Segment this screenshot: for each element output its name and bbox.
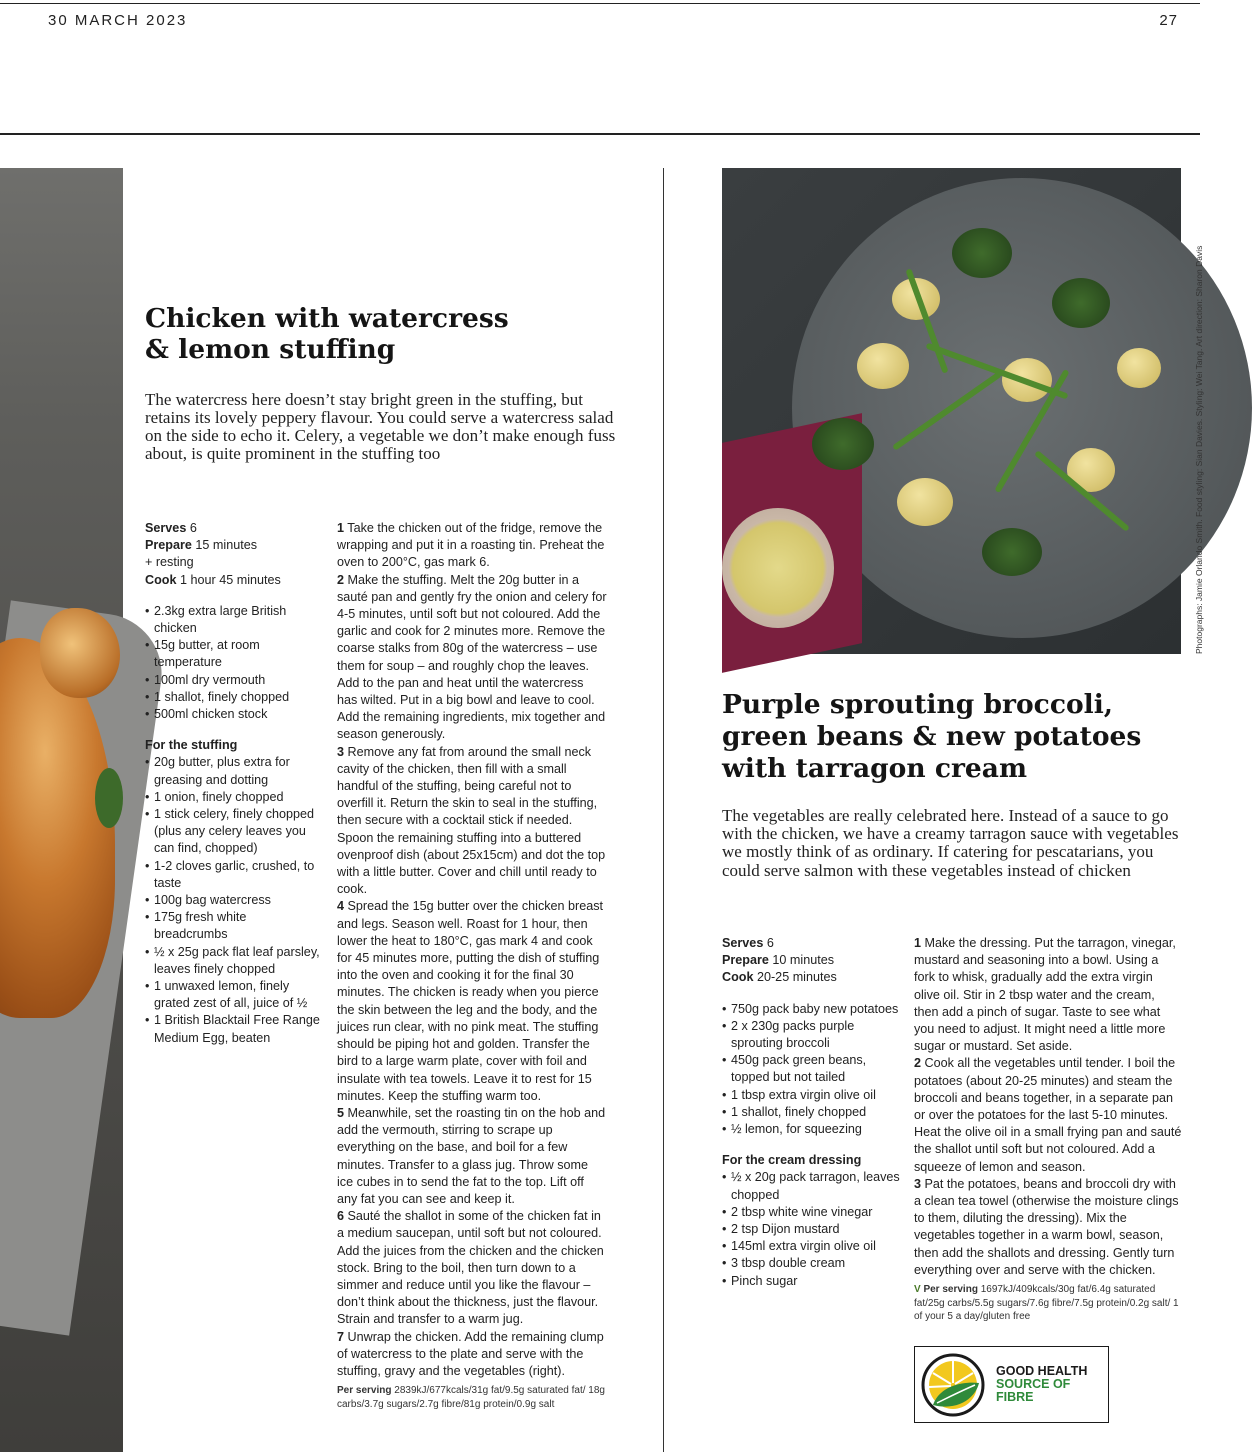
step-number: 1	[337, 521, 345, 535]
roast-chicken-photo	[0, 168, 123, 1452]
list-item: • 750g pack baby new potatoes	[722, 1001, 902, 1018]
list-item: • ½ x 20g pack tarragon, leaves chopped	[722, 1169, 902, 1203]
dressing-bowl-shape	[722, 508, 834, 628]
left-recipe-intro: The watercress here doesn’t stay bright green in the stuffing, but retains its lovely peppery flavour. You could serve a watercress salad on the side to echo it. Celery, a vegetable we don’t make enough fuss about, is quite prominent in the stuffing too	[145, 390, 616, 463]
step-text: Cook all the vegetables until tender. I boil the potatoes (about 20-25 minutes) and steam the broccoli and beans together, in a separate pan or over the potatoes for the last 5-10 minutes. Heat the olive oil in a small frying pan and sauté the shallot until soft but not coloured. Add a squeeze of lemon and season.	[914, 1056, 1182, 1174]
step-number: 5	[337, 1105, 345, 1120]
prepare-extra: + resting	[145, 555, 194, 570]
method-step	[337, 572, 607, 744]
list-item: • 175g fresh white breadcrumbs	[145, 909, 320, 943]
chicken-leg-shape	[40, 608, 120, 698]
potato-shape	[1117, 348, 1161, 388]
method-step	[337, 744, 607, 899]
right-title-line1: Purple sprouting broccoli,	[722, 689, 1113, 720]
ingredient-list	[145, 603, 320, 723]
broccoli-shape	[952, 228, 1012, 278]
step-number: 6	[337, 1209, 345, 1224]
dressing-heading: For the cream dressing	[722, 1153, 862, 1168]
cook-line	[722, 969, 902, 986]
list-item: • 2.3kg extra large British chicken	[145, 603, 320, 637]
header-top-rule	[0, 3, 1200, 4]
prepare-value: 10 minutes	[772, 953, 835, 968]
badge-line2: SOURCE OF	[996, 1377, 1071, 1391]
step-number: 3	[337, 744, 345, 759]
serves-line	[722, 935, 902, 952]
step-number: 7	[337, 1329, 345, 1344]
good-health-badge	[914, 1346, 1109, 1423]
list-item: • 1 shallot, finely chopped	[145, 689, 320, 706]
vegetables-photo	[722, 168, 1181, 654]
list-item: • 15g butter, at room temperature	[145, 637, 320, 671]
right-recipe-intro: The vegetables are really celebrated here. Instead of a sauce to go with the chicken, we have a creamy tarragon sauce with vegetables we mostly think of as ordinary. If catering for pescatarians, you could serve salmon with these vegetables instead of chicken	[722, 806, 1179, 880]
left-recipe-title	[145, 303, 615, 365]
method-step	[337, 1105, 607, 1208]
right-method-column	[914, 935, 1182, 1324]
serves-value: 6	[766, 936, 774, 950]
prepare-label: Prepare	[722, 953, 769, 968]
list-item: • 100ml dry vermouth	[145, 672, 320, 689]
cook-line	[145, 572, 320, 589]
cook-label: Cook	[722, 970, 754, 985]
per-serving-text: 1697kJ/409kcals/30g fat/6.4g saturated fat/25g carbs/5.5g sugars/7.6g fibre/7.5g protein/0.2g salt/ 1 of your 5 a day/gluten free	[914, 1284, 1179, 1323]
step-text: Spread the 15g butter over the chicken breast and legs. Season well. Roast for 1 hour, then lower the heat to 180°C, gas mark 4 and cook for 45 minutes more, putting the dish of stuffing into the oven and cooking it for the final 30 minutes. The chicken is ready when you pierce the skin between the leg and the body, and the juices run clear, with no pink meat. The stuffing should be piping hot and golden. Transfer the bird to a large warm plate, cover with foil and insulate with tea towels. Leave it to rest for 15 minutes. Keep the stuffing warm too.	[337, 899, 604, 1103]
serves-line	[145, 520, 320, 537]
list-item: • 1 stick celery, finely chopped (plus any celery leaves you can find, chopped)	[145, 806, 320, 858]
step-number: 2	[914, 1056, 922, 1071]
list-item: • 1-2 cloves garlic, crushed, to taste	[145, 858, 320, 892]
cook-label: Cook	[145, 572, 177, 587]
cook-value: 1 hour 45 minutes	[179, 572, 281, 587]
method-step	[337, 1208, 607, 1328]
step-number: 2	[337, 572, 345, 587]
right-title-line2: green beans & new potatoes	[722, 721, 1142, 752]
step-text: Make the dressing. Put the tarragon, vinegar, mustard and seasoning into a bowl. Using a fork to whisk, gradually add the extra virgin olive oil. Stir in 2 tbsp water and the cream, then add a pinch of sugar. Taste to see what you need to adjust. It might need a little more sugar or mustard. Set aside.	[914, 936, 1176, 1054]
step-text: Make the stuffing. Melt the 20g butter in a sauté pan and gently fry the onion and celery for 4-5 minutes, until soft but not coloured. Add the garlic and cook for 2 minutes more. Remove the coarse stalks from 80g of the watercress – use them for soup – and roughly chop the leaves. Add to the pan and heat until the watercress has wilted. Put in a big bowl and leave to cool. Add the remaining ingredients, mix together and season generously.	[337, 572, 607, 742]
leaf-sun-icon	[921, 1353, 985, 1417]
right-ingredients-column	[722, 935, 902, 1290]
step-text: Unwrap the chicken. Add the remaining clump of watercress to the plate and serve with the stuffing, gravy and the vegetables (right).	[337, 1329, 604, 1378]
list-item: • 100g bag watercress	[145, 892, 320, 909]
prepare-line	[145, 537, 320, 554]
photo-credit-text: Photographs: Jamie Orlando Smith. Food styling: Sian Davies. Styling: Wei Tang. Art direction: Sharon Davis	[1194, 245, 1204, 654]
list-item: • ½ x 25g pack flat leaf parsley, leaves finely chopped	[145, 944, 320, 978]
right-recipe-title	[722, 689, 1192, 785]
list-item: • 2 tsp Dijon mustard	[722, 1221, 902, 1238]
broccoli-shape	[982, 528, 1042, 576]
per-serving-info	[914, 1283, 1182, 1324]
badge-line1: GOOD HEALTH	[996, 1364, 1088, 1378]
right-title-line3: with tarragon cream	[722, 753, 1027, 784]
cook-value: 20-25 minutes	[756, 970, 837, 985]
step-number: 3	[914, 1176, 922, 1191]
list-item: • 450g pack green beans, topped but not tailed	[722, 1052, 902, 1086]
method-step	[337, 898, 607, 1104]
stuffing-list	[145, 754, 320, 1046]
step-number: 1	[914, 936, 922, 950]
step-number: 4	[337, 899, 345, 914]
left-title-line2: & lemon stuffing	[145, 334, 396, 365]
vegetarian-mark: V	[914, 1284, 921, 1296]
list-item: • 1 tbsp extra virgin olive oil	[722, 1087, 902, 1104]
method-step	[914, 935, 1182, 1055]
list-item: • 500ml chicken stock	[145, 706, 320, 723]
list-item: • 1 unwaxed lemon, finely grated zest of all, juice of ½	[145, 978, 320, 1012]
prepare-value: 15 minutes	[195, 538, 258, 553]
step-text: Pat the potatoes, beans and broccoli dry with a clean tea towel (otherwise the moisture clings to them, diluting the dressing). Mix the vegetables together in a warm bowl, season, then add the shallots and dressing. Gently turn everything over and serve with the chicken.	[914, 1176, 1179, 1277]
method-step	[914, 1176, 1182, 1279]
broccoli-shape	[1052, 278, 1110, 328]
per-serving-text: 2839kJ/677kcals/31g fat/9.5g saturated fat/ 18g carbs/3.7g sugars/2.7g fibre/81g protein/0.9g salt	[337, 1385, 605, 1410]
watercress-shape	[95, 768, 123, 828]
step-text: Take the chicken out of the fridge, remove the wrapping and put it in a roasting tin. Preheat the oven to 200°C, gas mark 6.	[337, 521, 605, 570]
step-text: Remove any fat from around the small neck cavity of the chicken, then fill with a small handful of the stuffing, being careful not to overfill it. Return the skin to seal in the stuffing, then secure with a cocktail stick if needed. Spoon the remaining stuffing into a buttered ovenproof dish (about 25x15cm) and dot the top with a little butter. Cover and chill until ready to cook.	[337, 744, 606, 897]
per-serving-info	[337, 1384, 607, 1411]
serves-label: Serves	[722, 936, 764, 950]
list-item: • 3 tbsp double cream	[722, 1255, 902, 1272]
left-ingredients-column	[145, 520, 320, 1047]
serves-label: Serves	[145, 521, 187, 535]
ingredient-list	[722, 1001, 902, 1139]
photo-credit	[1184, 214, 1204, 654]
list-item: • ½ lemon, for squeezing	[722, 1121, 902, 1138]
potato-shape	[857, 343, 909, 389]
method-step	[337, 520, 607, 572]
badge-text	[996, 1365, 1087, 1404]
page-number: 27	[1159, 12, 1178, 29]
prepare-label: Prepare	[145, 538, 192, 553]
per-serving-label: Per serving	[337, 1385, 392, 1397]
column-divider	[663, 168, 664, 1452]
list-item: • 2 x 230g packs purple sprouting broccoli	[722, 1018, 902, 1052]
per-serving-label: Per serving	[923, 1284, 978, 1296]
list-item: • 1 British Blacktail Free Range Medium Egg, beaten	[145, 1012, 320, 1046]
list-item: • 1 onion, finely chopped	[145, 789, 320, 806]
list-item: • Pinch sugar	[722, 1273, 902, 1290]
step-text: Sauté the shallot in some of the chicken fat in a medium saucepan, until soft but not coloured. Add the juices from the chicken and the chicken stock. Bring to the boil, then turn down to a simmer and reduce until you like the flavour – don’t think about the thickness, just the flavour. Strain and transfer to a warm jug.	[337, 1209, 604, 1327]
list-item: • 2 tbsp white wine vinegar	[722, 1204, 902, 1221]
method-step	[337, 1329, 607, 1381]
serves-value: 6	[189, 521, 197, 535]
list-item: • 145ml extra virgin olive oil	[722, 1238, 902, 1255]
stuffing-heading: For the stuffing	[145, 738, 238, 753]
header-bottom-rule	[0, 133, 1200, 135]
badge-line3: FIBRE	[996, 1390, 1034, 1404]
step-text: Meanwhile, set the roasting tin on the hob and add the vermouth, stirring to scrape up everything on the base, and boil for a few minutes. Transfer to a glass jug. Throw some ice cubes in to send the fat to the top. Lift off any fat you can see and keep it.	[337, 1105, 606, 1206]
left-title-line1: Chicken with watercress	[145, 303, 509, 334]
method-step	[914, 1055, 1182, 1175]
dressing-list	[722, 1169, 902, 1289]
list-item: • 1 shallot, finely chopped	[722, 1104, 902, 1121]
list-item: • 20g butter, plus extra for greasing and dotting	[145, 754, 320, 788]
broccoli-shape	[812, 418, 874, 470]
potato-shape	[897, 478, 953, 526]
issue-date: 30 MARCH 2023	[48, 12, 188, 29]
left-method-column	[337, 520, 607, 1411]
prepare-line	[722, 952, 902, 969]
